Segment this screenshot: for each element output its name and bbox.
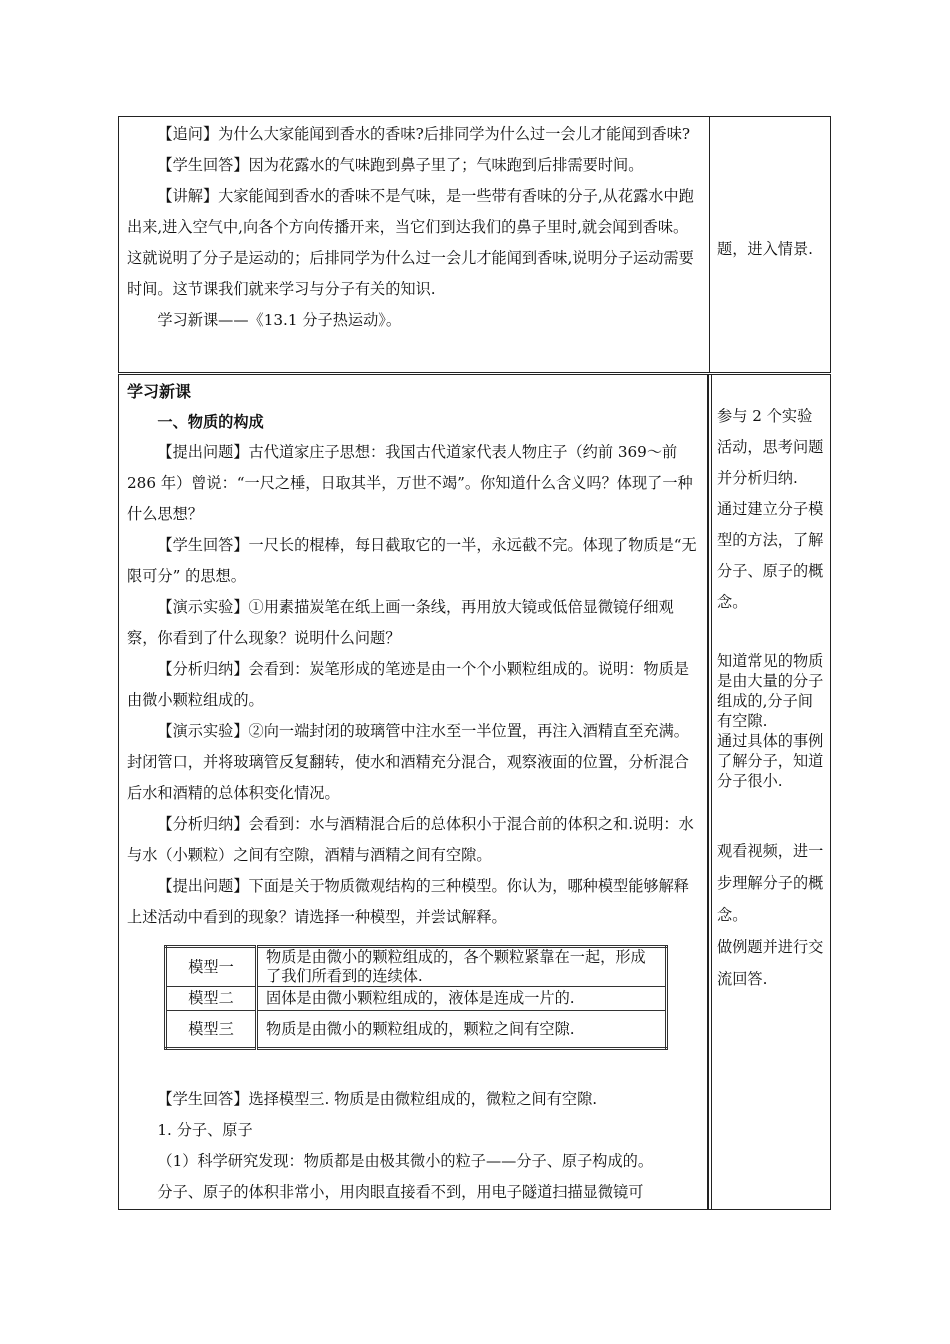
paragraph: 【讲解】大家能闻到香水的香味不是气味，是一些带有香味的分子,从花露水中跑出来,进入空气中,向各个方向传播开来，当它们到达我们的鼻子里时,就会闻到香味。这就说明了分子是运动的；后排同学为什么过一会儿才能闻到香味,说明分子运动需要时间。这节课我们就来学习与分子有关的知识. bbox=[127, 187, 694, 298]
main-cell-continued bbox=[127, 1084, 703, 1208]
side-cell-bottom bbox=[717, 835, 825, 995]
model-name: 模型二 bbox=[166, 987, 257, 1011]
paragraph: 学习新课——《13.1 分子热运动》。 bbox=[157, 311, 402, 329]
paragraph: （1）科学研究发现：物质都是由极其微小的粒子——分子、原子构成的。 bbox=[157, 1152, 654, 1170]
side-note: 知道常见的物质是由大量的分子组成的,分子间有空隙. bbox=[717, 652, 824, 730]
main-cell bbox=[127, 377, 703, 933]
paragraph: 【学生回答】一尺长的棍棒，每日截取它的一半，永远截不完。体现了物质是“无限可分” 的思想。 bbox=[127, 536, 697, 585]
side-note: 通过建立分子模型的方法，了解分子、原子的概念。 bbox=[717, 500, 824, 611]
side-note: 题，进入情景. bbox=[717, 240, 813, 258]
table-row bbox=[166, 1011, 667, 1049]
side-cell-compact bbox=[717, 651, 825, 791]
table-row-new-lesson bbox=[118, 374, 831, 1210]
side-cell bbox=[717, 235, 825, 263]
model-description: 物质是由微小的颗粒组成的，颗粒之间有空隙. bbox=[257, 1011, 667, 1049]
paragraph: 【追问】为什么大家能闻到香水的香味?后排同学为什么过一会儿才能闻到香味? bbox=[157, 125, 691, 143]
side-note: 通过具体的事例了解分子，知道分子很小. bbox=[717, 732, 824, 790]
paragraph: 【学生回答】选择模型三. 物质是由微粒组成的，微粒之间有空隙. bbox=[157, 1090, 598, 1108]
side-cell bbox=[717, 401, 825, 618]
section-title: 学习新课 bbox=[127, 382, 192, 401]
table-row bbox=[166, 987, 667, 1011]
paragraph: 1. 分子、原子 bbox=[157, 1121, 253, 1139]
side-note: 参与 2 个实验活动，思考问题并分析归纳. bbox=[717, 407, 824, 487]
paragraph: 【演示实验】①用素描炭笔在纸上画一条线，再用放大镜或低倍显微镜仔细观察，你看到了什么现象？说明什么问题？ bbox=[127, 598, 674, 647]
table-row-intro bbox=[118, 116, 831, 373]
column-divider bbox=[707, 375, 709, 1209]
column-divider bbox=[711, 375, 712, 1209]
side-note: 观看视频，进一步理解分子的概念。 bbox=[717, 842, 824, 924]
model-description: 物质是由微小的颗粒组成的，各个颗粒紧靠在一起，形成了我们所看到的连续体. bbox=[257, 947, 667, 987]
paragraph: 分子、原子的体积非常小，用肉眼直接看不到，用电子隧道扫描显微镜可 bbox=[157, 1183, 644, 1201]
paragraph: 【分析归纳】会看到：炭笔形成的笔迹是由一个个小颗粒组成的。说明：物质是由微小颗粒组成的。 bbox=[127, 660, 689, 709]
subsection-title: 一、物质的构成 bbox=[157, 413, 264, 431]
column-divider bbox=[709, 117, 710, 372]
side-note: 做例题并进行交流回答. bbox=[717, 938, 824, 988]
paragraph: 【演示实验】②向一端封闭的玻璃管中注水至一半位置，再注入酒精直至充满。封闭管口，并将玻璃管反复翻转，使水和酒精充分混合，观察液面的位置，分析混合后水和酒精的总体积变化情况。 bbox=[127, 722, 689, 802]
paragraph: 【提出问题】下面是关于物质微观结构的三种模型。你认为，哪种模型能够解释上述活动中看到的现象？请选择一种模型，并尝试解释。 bbox=[127, 877, 689, 926]
paragraph: 【分析归纳】会看到：水与酒精混合后的总体积小于混合前的体积之和.说明：水与水（小颗粒）之间有空隙，酒精与酒精之间有空隙。 bbox=[127, 815, 694, 864]
model-description: 固体是由微小颗粒组成的，液体是连成一片的. bbox=[257, 987, 667, 1011]
model-name: 模型一 bbox=[166, 947, 257, 987]
model-name: 模型三 bbox=[166, 1011, 257, 1049]
paragraph: 【学生回答】因为花露水的气味跑到鼻子里了；气味跑到后排需要时间。 bbox=[157, 156, 644, 174]
model-table bbox=[164, 945, 668, 1050]
main-cell bbox=[127, 119, 703, 336]
paragraph: 【提出问题】古代道家庄子思想：我国古代道家代表人物庄子（约前 369～前 286 年）曾说：“一尺之棰，日取其半，万世不竭”。你知道什么含义吗？体现了一种什么思想？ bbox=[127, 443, 693, 523]
table-row bbox=[166, 947, 667, 987]
